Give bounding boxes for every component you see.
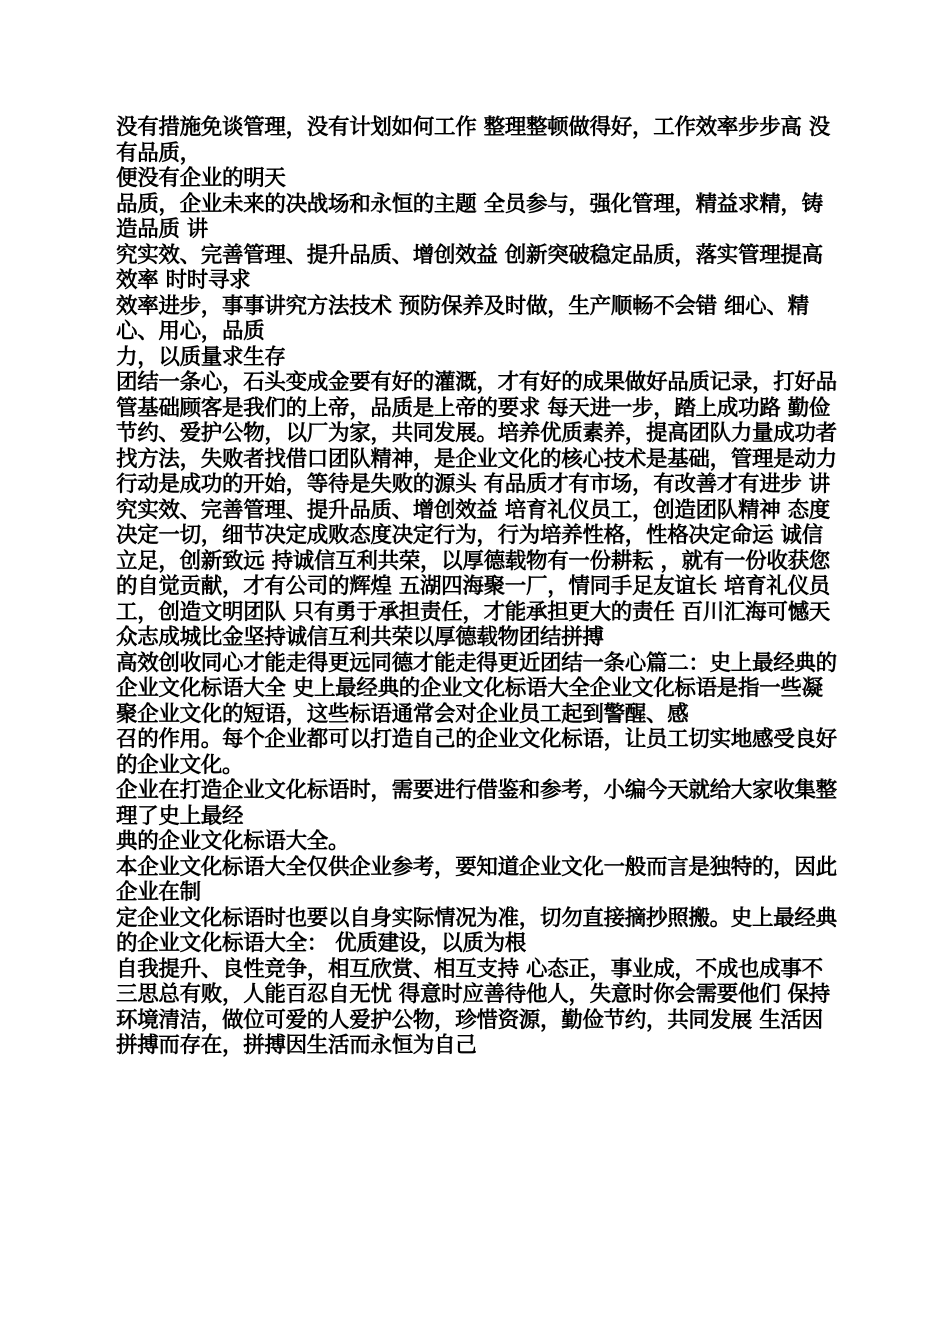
- paragraph-9: 高效创收同心才能走得更远同德才能走得更近团结一条心篇二：史上最经典的企业文化标语大全 史上最经典的企业文化标语大全企业文化标语是指一些凝聚企业文化的短语，这些标语通常会对企业员工起到警醒、感: [116, 650, 837, 727]
- paragraph-15: 自我提升、良性竞争，相互欣赏、相互支持 心态正，事业成，不成也成事不三思总有败，人能百忍自无忧 得意时应善待他人，失意时你会需要他们 保持环境清洁，做位可爱的人爱护公物，珍惜资源，勤俭节约，共同发展 生活因拼搏而存在，拼搏因生活而永恒为自己: [116, 956, 830, 1058]
- paragraph-4: 究实效、完善管理、提升品质、增创效益 创新突破稳定品质，落实管理提高效率 时时寻求: [116, 242, 823, 293]
- paragraph-14: 定企业文化标语时也要以自身实际情况为准，切勿直接摘抄照搬。史上最经典的企业文化标语大全： 优质建设，以质为根: [116, 905, 837, 956]
- paragraph-3: 品质，企业未来的决战场和永恒的主题 全员参与，强化管理，精益求精，铸造品质 讲: [116, 191, 823, 242]
- paragraph-13: 本企业文化标语大全仅供企业参考，要知道企业文化一般而言是独特的，因此企业在制: [116, 854, 837, 905]
- paragraph-6: 力，以质量求生存: [116, 344, 286, 370]
- paragraph-2: 便没有企业的明天: [116, 166, 286, 191]
- paragraph-11: 企业在打造企业文化标语时，需要进行借鉴和参考，小编今天就给大家收集整理了史上最经: [116, 778, 837, 829]
- paragraph-1: 没有措施免谈管理，没有计划如何工作 整理整顿做得好，工作效率步步高 没有品质，: [116, 115, 830, 166]
- paragraph-10: 召的作用。每个企业都可以打造自己的企业文化标语，让员工切实地感受良好的企业文化。: [116, 727, 837, 778]
- document-page: [116, 115, 838, 1059]
- paragraph-5: 效率进步，事事讲究方法技术 预防保养及时做，生产顺畅不会错 细心、精心、用心，品质: [116, 293, 809, 344]
- paragraph-12: 典的企业文化标语大全。: [116, 829, 350, 854]
- paragraph-7: 团结一条心，石头变成金要有好的灌溉，才有好的成果做好品质记录，打好品管基础顾客是我们的上帝，品质是上帝的要求 每天进一步，踏上成功路 勤俭节约、爱护公物，以厂为家，共同发展。培养优质素养，提高团队力量成功者找方法，失败者找借口团队精神，是企业文化的核心技术是基础，管理是动力: [116, 370, 837, 472]
- paragraph-8: 行动是成功的开始，等待是失败的源头 有品质才有市场，有改善才有进步 讲究实效、完善管理、提升品质、增创效益 培育礼仪员工，创造团队精神 态度决定一切，细节决定成败态度决定行为，行为培养性格，性格决定命运 诚信立足，创新致远 持诚信互利共荣，以厚德载物有一份耕耘 ，就有一份收获您的自觉贡献，才有公司的辉煌 五湖四海聚一厂，情同手足友谊长 培育礼仪员工，创造文明团队 只有勇于承担责任，才能承担更大的责任 百川汇海可憾天 众志成城比金坚持诚信互利共荣以厚德载物团结拼搏: [116, 472, 830, 650]
